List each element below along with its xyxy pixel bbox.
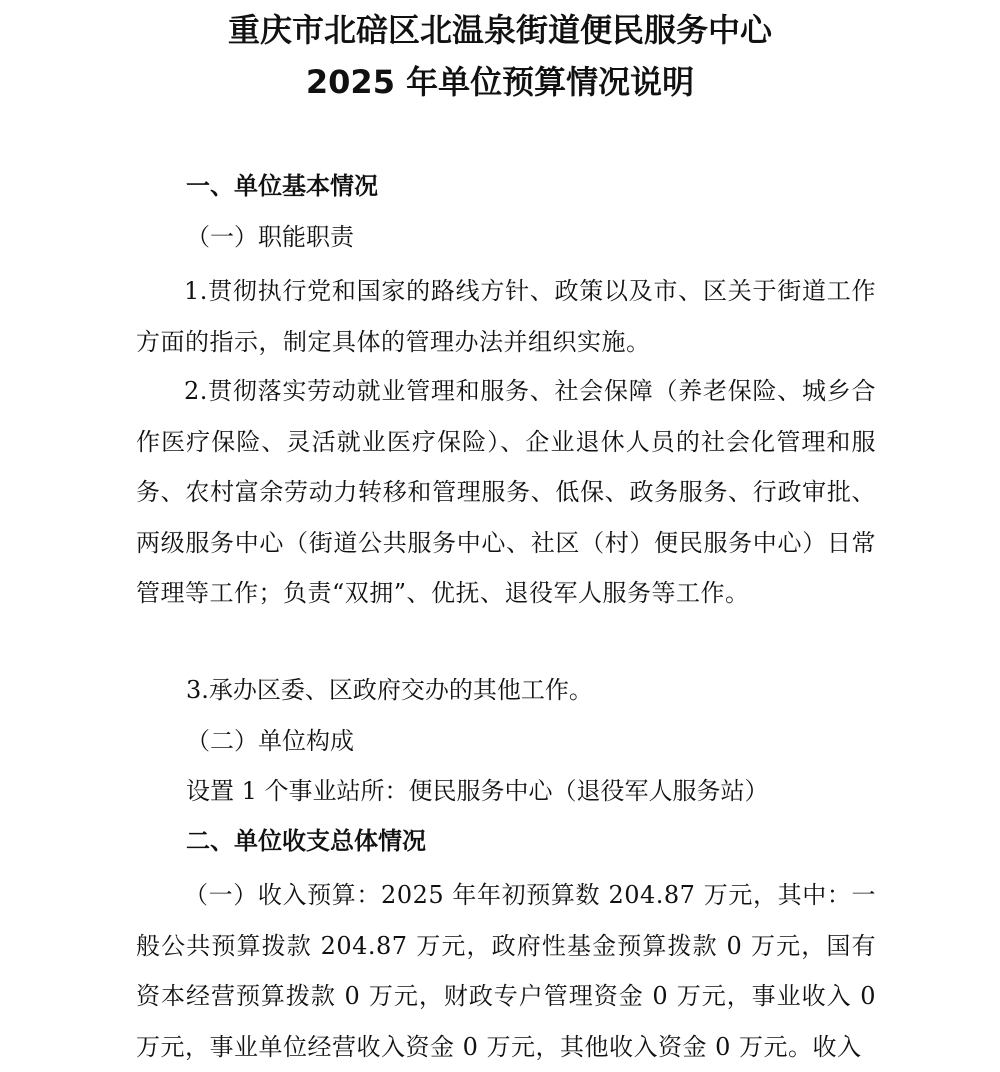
revenue-budget-paragraph: （一）收入预算：2025 年年初预算数 204.87 万元，其中：一般公共预算拨款 204.87 万元，政府性基金预算拨款 0 万元，国有资本经营预算拨款 0 万元，财政专户管理资金 0 万元，事业收入 0 万元，事业单位经营收入资金 0 万元，其他收入资金 0 万元。收入 xyxy=(136,881,876,1061)
subsection2-heading: （二）单位构成 xyxy=(186,727,354,755)
composition-text: 设置 1 个事业站所：便民服务中心（退役军人服务站） xyxy=(186,777,769,805)
section1-heading: 一、单位基本情况 xyxy=(186,172,378,200)
document-title-line2: 2025 年单位预算情况说明 xyxy=(305,63,695,101)
document-title-line1: 重庆市北碚区北温泉街道便民服务中心 xyxy=(227,11,772,49)
duty-item-1: 1.贯彻执行党和国家的路线方针、政策以及市、区关于街道工作方面的指示，制定具体的管理办法并组织实施。 xyxy=(136,277,876,356)
section2-heading: 二、单位收支总体情况 xyxy=(186,827,426,855)
subsection1-heading: （一）职能职责 xyxy=(186,223,354,251)
duty-item-2: 2.贯彻落实劳动就业管理和服务、社会保障（养老保险、城乡合作医疗保险、灵活就业医疗保险）、企业退休人员的社会化管理和服务、农村富余劳动力转移和管理服务、低保、政务服务、行政审批、两级服务中心（街道公共服务中心、社区（村）便民服务中心）日常管理等工作；负责“双拥”、优抚、退役军人服务等工作。 xyxy=(136,377,876,607)
duty-item-3: 3.承办区委、区政府交办的其他工作。 xyxy=(186,676,593,704)
